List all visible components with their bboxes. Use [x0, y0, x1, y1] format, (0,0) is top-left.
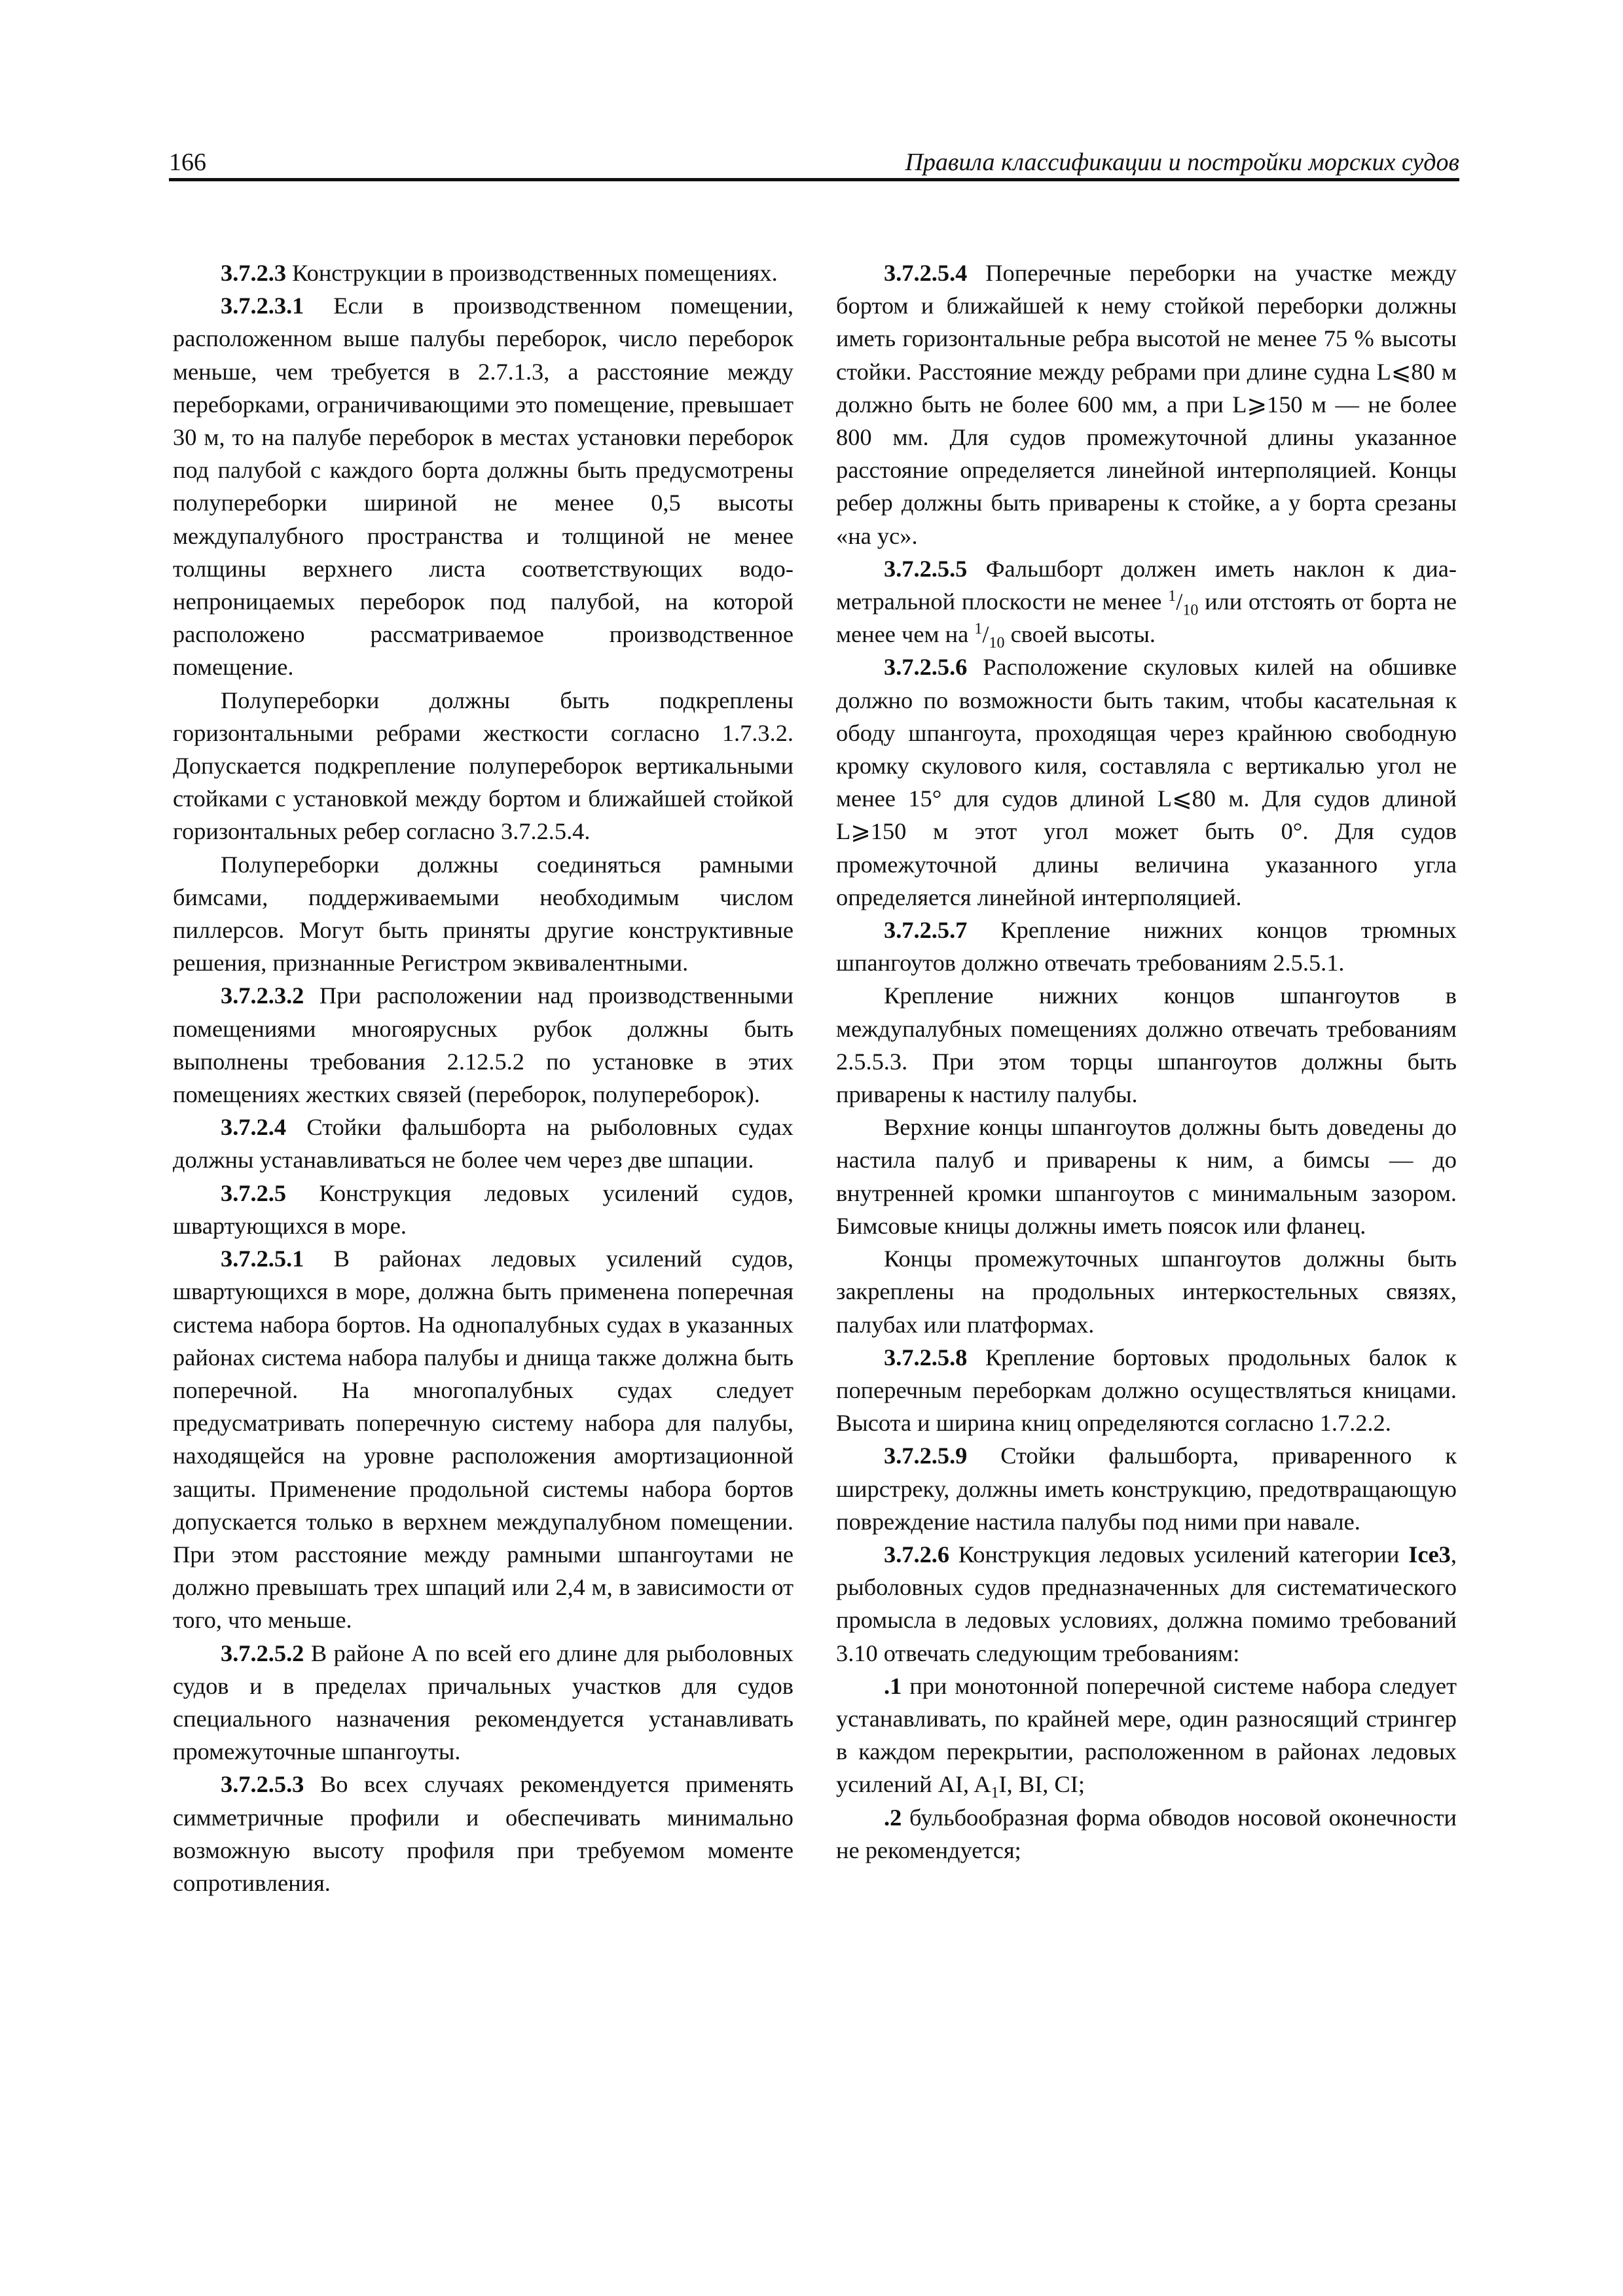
paragraph-text: или отстоять от борта не менее чем на	[836, 588, 1457, 648]
header-rule	[169, 178, 1459, 181]
paragraph-text: Стойки фальшборта, приваренного к ширстреку, должны иметь конструкцию, предотвращающую повреждение настила палубы под ними при навале.	[836, 1443, 1457, 1535]
paragraph-text: Стойки фальшборта на рыболовных судах должны устанавливаться не более чем через две шпации.	[173, 1114, 793, 1174]
paragraph	[173, 979, 793, 1111]
left-column	[173, 257, 793, 1899]
paragraph-text: В районе А по всей его длине для рыболовных судов и в пределах причальных участков для судов специального назначения рекомендуется устанавливать промежуточные шпангоуты.	[173, 1640, 793, 1765]
fraction-denominator: 10	[989, 634, 1005, 652]
section-number: 3.7.2.3.2	[221, 982, 304, 1009]
fraction-numerator: 1	[974, 620, 983, 638]
paragraph	[173, 1177, 793, 1242]
paragraph	[836, 1341, 1457, 1440]
paragraph	[836, 651, 1457, 914]
paragraph-text: Крепление нижних концов трюмных шпангоутов должно отвечать требованиям 2.5.5.1.	[836, 917, 1457, 977]
paragraph-text: Фальшборт должен иметь наклон к диаметральной плоскости не менее	[836, 555, 1457, 615]
paragraph	[173, 684, 793, 848]
paragraph	[836, 552, 1457, 651]
paragraph	[836, 979, 1457, 1111]
paragraph	[836, 1439, 1457, 1538]
paragraph-text: , рыболовных судов предназначенных для систематического промысла в ледовых условиях, должна помимо требований 3.10 отвечать следующим требованиям:	[836, 1541, 1457, 1666]
paragraph-text: Крепление нижних концов шпангоутов в междупалубных помещениях должно отвечать требованиям 2.5.5.3. При этом торцы шпангоутов должны быть приварены к настилу палубы.	[836, 982, 1457, 1108]
paragraph	[173, 289, 793, 683]
section-number: 3.7.2.5.1	[221, 1246, 304, 1272]
paragraph-text: Если в производственном помещении, расположенном выше палубы переборок, число переборок меньше, чем требуется в 2.7.1.3, а расстояние между переборками, ограничивающими это помещение, превышает 30 м, то на палубе переборок в местах установки переборок под палубой с каждого борта должны быть предусмотрены полупереборки шириной не менее 0,5 высоты междупалубного пространства и толщиной не менее толщины верхнего листа соответствующих водонепроницаемых переборок под палубой, на которой расположено рассматриваемое производственное помещение.	[173, 293, 793, 681]
paragraph-text: В районах ледовых усилений судов, швартующихся в море, должна быть применена поперечная система набора бортов. На однопалубных судах в указанных районах система набора палубы и днища также должна быть поперечной. На многопалубных судах следует предусматривать поперечную систему набора для палубы, находящейся на уровне расположения амортизационной защиты. Применение продольной системы набора бортов допускается только в верхнем междупалубном помещении. При этом расстояние между рамными шпангоутами не должно превышать трех шпаций или 2,4 м, в зависимости от того, что меньше.	[173, 1246, 793, 1634]
paragraph-text: При расположении над производственными помещениями многоярусных рубок должны быть выполнены требования 2.12.5.2 по установке в этих помещениях жестких связей (переборок, полупереборок).	[173, 982, 793, 1108]
paragraph-text: Полупереборки должны соединяться рамными бимсами, поддерживаемыми необходимым числом пиллерсов. Могут быть приняты другие конструктивные решения, признанные Регистром эквивалентными.	[173, 851, 793, 977]
subscript: 1	[991, 1784, 999, 1802]
section-number: 3.7.2.5.3	[221, 1771, 304, 1798]
section-number: 3.7.2.5.8	[884, 1344, 968, 1371]
paragraph	[173, 1111, 793, 1176]
section-number: 3.7.2.5.7	[884, 917, 968, 944]
paragraph-text: Конструкции в производственных помещениях.	[286, 260, 778, 286]
paragraph-text: Концы промежуточных шпангоутов должны быть закреплены на продольных интеркостельных связях, палубах или платформах.	[836, 1246, 1457, 1338]
section-number: 3.7.2.3	[221, 260, 287, 286]
paragraph-text: Полупереборки должны быть подкреплены горизонтальными ребрами жесткости согласно 1.7.3.2. Допускается подкрепление полупереборок вертикальными стойками с установкой между бортом и ближайшей стойкой горизонтальных ребер согласно 3.7.2.5.4.	[173, 687, 793, 845]
page-header	[169, 145, 1459, 179]
right-column	[836, 257, 1457, 1867]
section-number: 3.7.2.5.9	[884, 1443, 968, 1469]
paragraph	[173, 1637, 793, 1768]
fraction: $^1/_{10}$	[1168, 587, 1199, 619]
paragraph-text: Конструкция ледовых усилений категории	[949, 1541, 1409, 1568]
section-number: 3.7.2.5	[221, 1179, 287, 1206]
section-number: 3.7.2.6	[884, 1541, 950, 1568]
section-number: 3.7.2.5.4	[884, 260, 968, 286]
paragraph	[836, 1111, 1457, 1242]
list-item	[836, 1670, 1457, 1801]
list-number: .1	[884, 1672, 902, 1699]
ice-class: Ice3	[1408, 1541, 1451, 1568]
paragraph-text: Конструкция ледовых усилений судов, швартующихся в море.	[173, 1179, 793, 1239]
paragraph-text: при монотонной поперечной системе набора следует устанавливать, по крайней мере, один разносящий стрингер в каждом перекрытии, расположенном в районах ледовых усилений AI, A	[836, 1672, 1457, 1798]
paragraph	[836, 1242, 1457, 1341]
paragraph-text: бульбообразная форма обводов носовой оконечности не рекомендуется;	[836, 1804, 1457, 1863]
list-number: .2	[884, 1804, 902, 1831]
fraction-denominator: 10	[1182, 601, 1199, 619]
page-number: 166	[169, 149, 206, 176]
section-number: 3.7.2.5.6	[884, 654, 968, 681]
running-title: Правила классификации и постройки морских судов	[905, 149, 1459, 176]
paragraph	[836, 257, 1457, 552]
fraction-numerator: 1	[1168, 587, 1176, 605]
paragraph	[836, 1538, 1457, 1670]
list-item	[836, 1801, 1457, 1867]
paragraph-text: Верхние концы шпангоутов должны быть доведены до настила палуб и приварены к ним, а бимсы — до внутренней кромки шпангоутов с минимальным зазором. Бимсовые кницы должны иметь поясок или фланец.	[836, 1114, 1457, 1239]
paragraph-text: Поперечные переборки на участке между бортом и ближайшей к нему стойкой переборки должны иметь горизонтальные ребра высотой не менее 75 % высоты стойки. Расстояние между ребрами при длине судна L⩽80 м должно быть не более 600 мм, а при L⩾150 м — не более 800 мм. Для судов промежуточной длины указанное расстояние определяется линейной интерполяцией. Концы ребер должны быть приварены к стойке, а у борта срезаны «на ус».	[836, 260, 1457, 549]
paragraph-text: Расположение скуловых килей на обшивке должно по возможности быть таким, чтобы касательная к ободу шпангоута, проходящая через крайнюю свободную кромку скулового киля, составляла с вертикалью угол не менее 15° для судов длиной L⩽80 м. Для судов длиной L⩾150 м этот угол может быть 0°. Для судов промежуточной длины величина указанного угла определяется линейной интерполяцией.	[836, 654, 1457, 910]
paragraph	[173, 1242, 793, 1636]
section-number: 3.7.2.3.1	[221, 293, 304, 319]
paragraph	[173, 1768, 793, 1899]
paragraph-text: Крепление бортовых продольных балок к поперечным переборкам должно осуществляться кницами. Высота и ширина книц определяются согласно 1.7.2.2.	[836, 1344, 1457, 1437]
paragraph	[836, 914, 1457, 979]
paragraph-text: Во всех случаях рекомендуется применять симметричные профили и обеспечивать минимально возможную высоту профиля при требуемом моменте сопротивления.	[173, 1771, 793, 1896]
paragraph-text: I, BI, CI;	[998, 1771, 1085, 1798]
paragraph	[173, 848, 793, 980]
section-number: 3.7.2.5.5	[884, 555, 968, 582]
fraction: $^1/_{10}$	[974, 620, 1005, 652]
section-number: 3.7.2.5.2	[221, 1640, 304, 1666]
section-number: 3.7.2.4	[221, 1114, 287, 1141]
paragraph-text: своей высоты.	[1004, 621, 1156, 648]
paragraph	[173, 257, 793, 289]
